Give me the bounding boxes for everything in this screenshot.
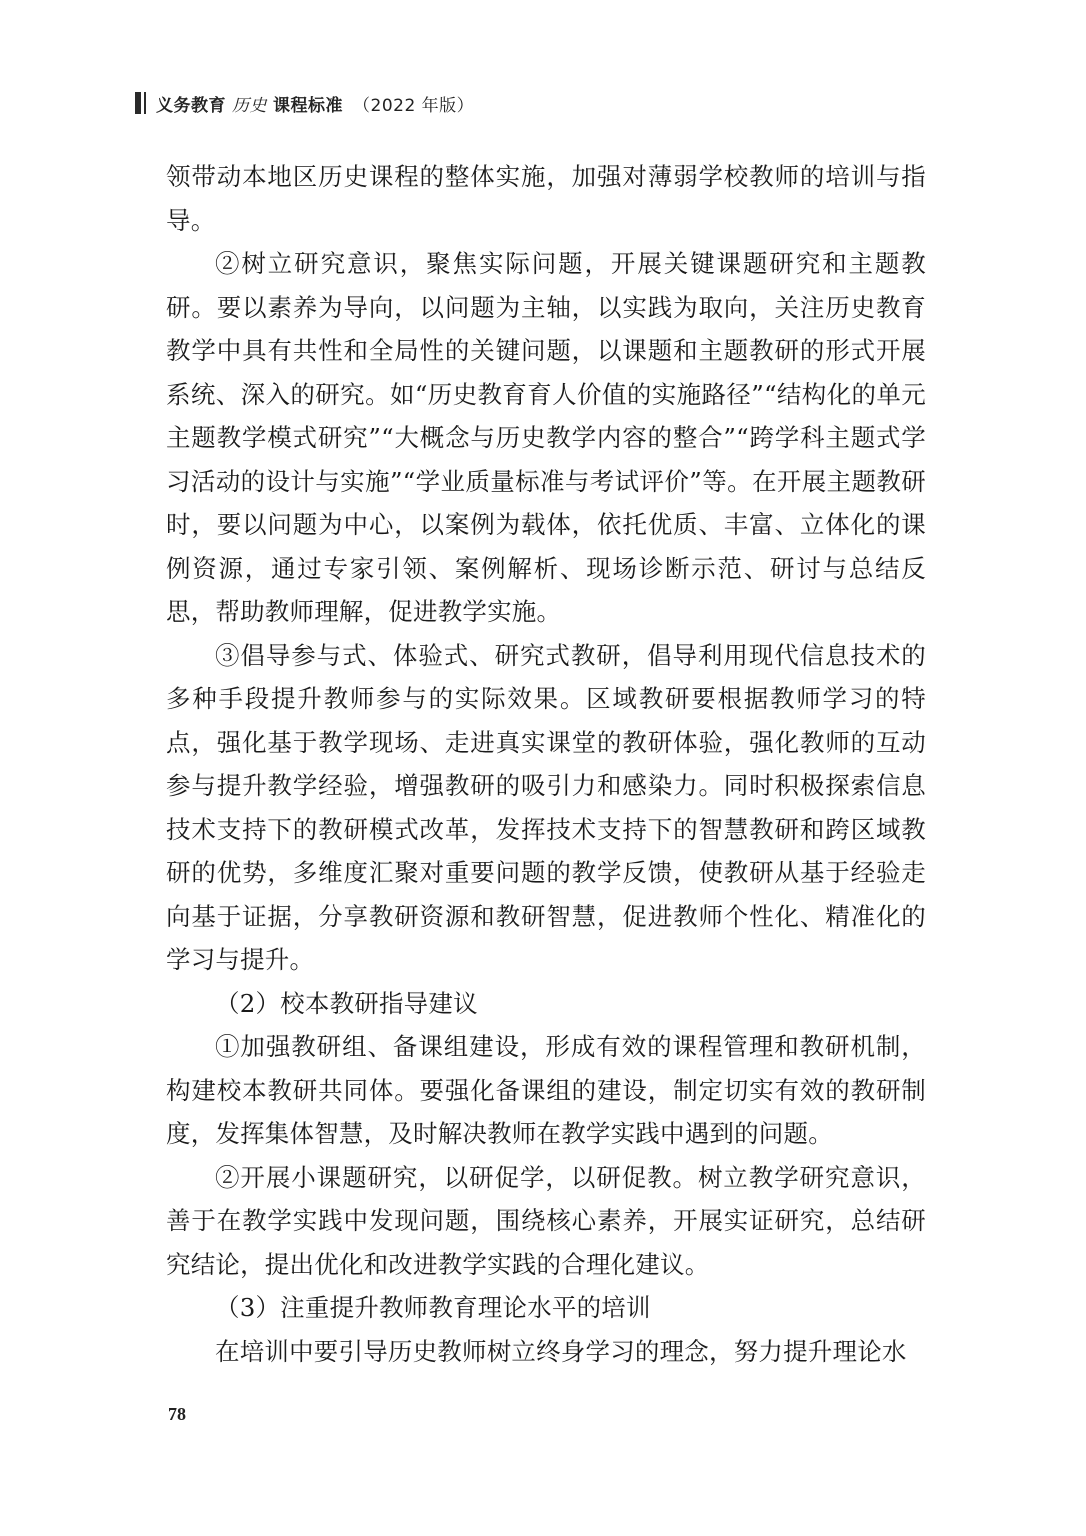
- header-edition: （2022 年版）: [353, 95, 475, 116]
- page-body: [166, 155, 926, 1373]
- section-heading-school-research: （2）校本教研指导建议: [215, 988, 478, 1018]
- header-title-part2: 课程标准: [273, 95, 343, 116]
- paragraph-research-awareness: ②树立研究意识，聚焦实际问题，开展关键课题研究和主题教研。要以素养为导向，以问题为主轴，以实践为取向，关注历史教育教学中具有共性和全局性的关键问题，以课题和主题教研的形式开展系统、深入的研究。如“历史教育育人价值的实施路径”“结构化的单元主题教学模式研究”“大概念与历史教学内容的整合”“跨学科主题式学习活动的设计与实施”“学业质量标准与考试评价”等。在开展主题教研时，要以问题为中心，以案例为载体，依托优质、丰富、立体化的课例资源，通过专家引领、案例解析、现场诊断示范、研讨与总结反思，帮助教师理解，促进教学实施。: [166, 249, 926, 626]
- header-bar-icon: [135, 92, 146, 114]
- running-header: [135, 90, 474, 116]
- paragraph-participatory-research: ③倡导参与式、体验式、研究式教研，倡导利用现代信息技术的多种手段提升教师参与的实际效果。区域教研要根据教师学习的特点，强化基于教学现场、走进真实课堂的教研体验，强化教师的互动参与提升教学经验，增强教研的吸引力和感染力。同时积极探索信息技术支持下的教研模式改革，发挥技术支持下的智慧教研和跨区域教研的优势，多维度汇聚对重要问题的教学反馈，使教研从基于经验走向基于证据，分享教研资源和教研智慧，促进教师个性化、精准化的学习与提升。: [166, 640, 926, 974]
- running-header-title: [156, 91, 474, 116]
- header-title-part1: 义务教育: [156, 95, 226, 116]
- page-number: 78: [168, 1404, 186, 1424]
- paragraph-small-projects: ②开展小课题研究，以研促学，以研促教。树立教学研究意识，善于在教学实践中发现问题，围绕核心素养，开展实证研究，总结研究结论，提出优化和改进教学实践的合理化建议。: [166, 1162, 926, 1279]
- paragraph-teaching-groups: ①加强教研组、备课组建设，形成有效的课程管理和教研机制，构建校本教研共同体。要强化备课组的建设，制定切实有效的教研制度，发挥集体智慧，及时解决教师在教学实践中遇到的问题。: [166, 1032, 926, 1148]
- section-heading-theory-training: （3）注重提升教师教育理论水平的培训: [215, 1293, 651, 1322]
- paragraph-continuation: 领带动本地区历史课程的整体实施，加强对薄弱学校教师的培训与指导。: [166, 162, 926, 235]
- paragraph-training: 在培训中要引导历史教师树立终身学习的理念，努力提升理论水: [215, 1336, 907, 1366]
- header-title-subject: 历史: [232, 95, 267, 116]
